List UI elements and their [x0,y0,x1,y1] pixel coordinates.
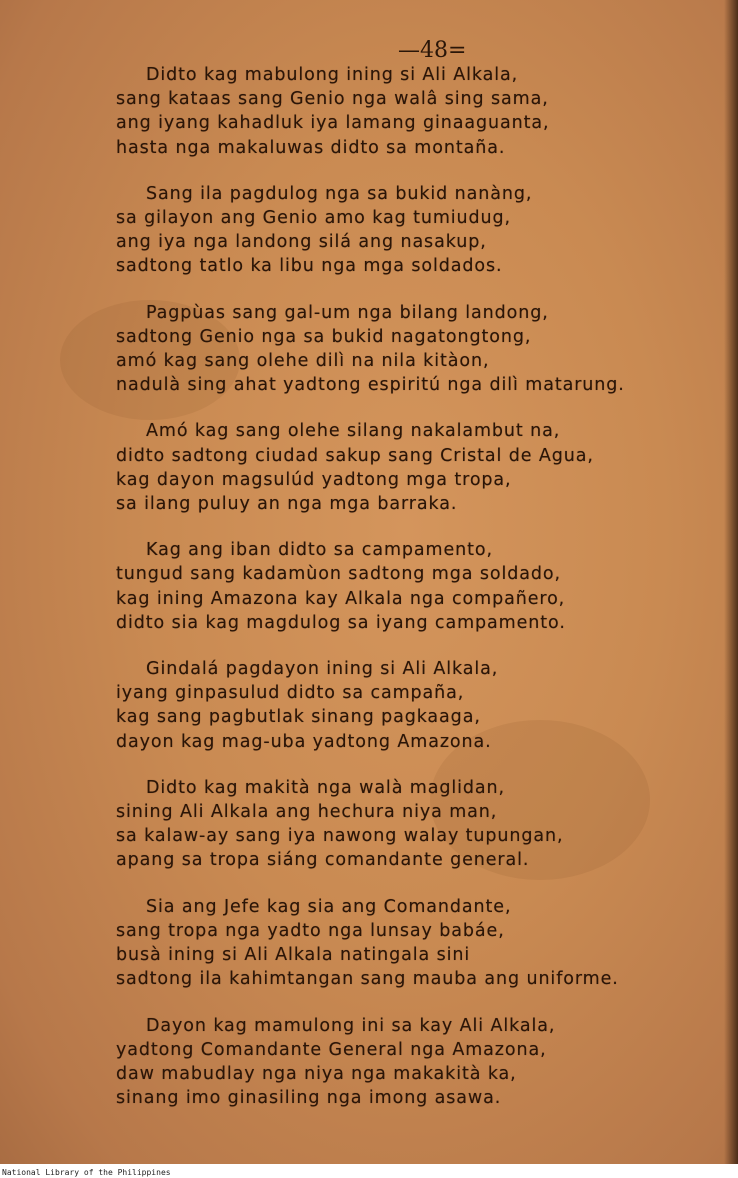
verse-line: Sang ila pagdulog nga sa bukid nanàng, [146,183,533,204]
stanza [116,63,716,160]
verse-line: didto sadtong ciudad sakup sang Cristal de Agua, [116,445,594,466]
verse-line: tungud sang kadamùon sadtong mga soldado, [116,564,561,585]
verse-line: Dayon kag mamulong ini sa kay Ali Alkala, [146,1015,556,1036]
page-number: —48= [398,38,467,63]
stanza [116,1014,716,1111]
verse-line: sang tropa nga yadto nga lunsay babáe, [116,920,505,941]
verse-line: sadtong Genio nga sa bukid nagatongtong, [116,326,532,347]
verse-line: iyang ginpasulud didto sa campaña, [116,683,465,704]
verse-line: Sia ang Jefe kag sia ang Comandante, [146,896,512,917]
verse-line: sa gilayon ang Genio amo kag tumiudug, [116,208,512,229]
verse-line: dayon kag mag-uba yadtong Amazona. [116,731,492,752]
verse-line: ang iya nga landong silá ang nasakup, [116,232,487,253]
stanza [116,776,716,873]
verse-line: kag sang pagbutlak sinang pagkaaga, [116,707,481,728]
verse-line: Didto kag mabulong ining si Ali Alkala, [146,65,519,85]
stanza [116,657,716,754]
verse-line: sa kalaw-ay sang iya nawong walay tupungan, [116,826,564,847]
page-binding-shadow [724,0,738,1165]
verse-line: kag dayon magsulúd yadtong mga tropa, [116,469,512,490]
verse-line: Didto kag makità nga walà maglidan, [146,777,505,798]
verse-line: sining Ali Alkala ang hechura niya man, [116,802,498,823]
verse-line: apang sa tropa siáng comandante general. [116,850,530,871]
verse-line: sinang imo ginasiling nga imong asawa. [116,1088,502,1109]
verse-line: kag ining Amazona kay Alkala nga compañero, [116,588,566,609]
verse-line: sang kataas sang Genio nga walâ sing sama, [116,89,549,110]
verse-line: amó kag sang olehe dilì na nila kitàon, [116,351,490,372]
verse-line: hasta nga makaluwas didto sa montaña. [116,137,506,158]
verse-line: sadtong tatlo ka libu nga mga soldados. [116,256,503,277]
verse-line: Amó kag sang olehe silang nakalambut na, [146,421,561,442]
verse-line: yadtong Comandante General nga Amazona, [116,1039,547,1060]
stanza [116,182,716,279]
verse-line: nadulà sing ahat yadtong espiritú nga dilì matarung. [116,375,625,396]
verse-line: sadtong ila kahimtangan sang mauba ang uniforme. [116,969,619,990]
stanza [116,301,716,398]
poem-body [116,63,716,1132]
verse-line: sa ilang puluy an nga mga barraka. [116,494,458,515]
stanza [116,538,716,635]
stanza [116,419,716,516]
stanza [116,895,716,992]
verse-line: busà ining si Ali Alkala natingala sini [116,945,471,966]
verse-line: Pagpùas sang gal-um nga bilang landong, [146,302,549,323]
verse-line: Gindalá pagdayon ining si Ali Alkala, [146,659,499,680]
verse-line: didto sia kag magdulog sa iyang campamento. [116,612,566,633]
verse-line: ang iyang kahadluk iya lamang ginaaguanta, [116,113,550,134]
verse-line: daw mabudlay nga niya nga makakità ka, [116,1063,517,1084]
library-credit: National Library of the Philippines [2,1168,171,1177]
verse-line: Kag ang iban didto sa campamento, [146,540,493,561]
